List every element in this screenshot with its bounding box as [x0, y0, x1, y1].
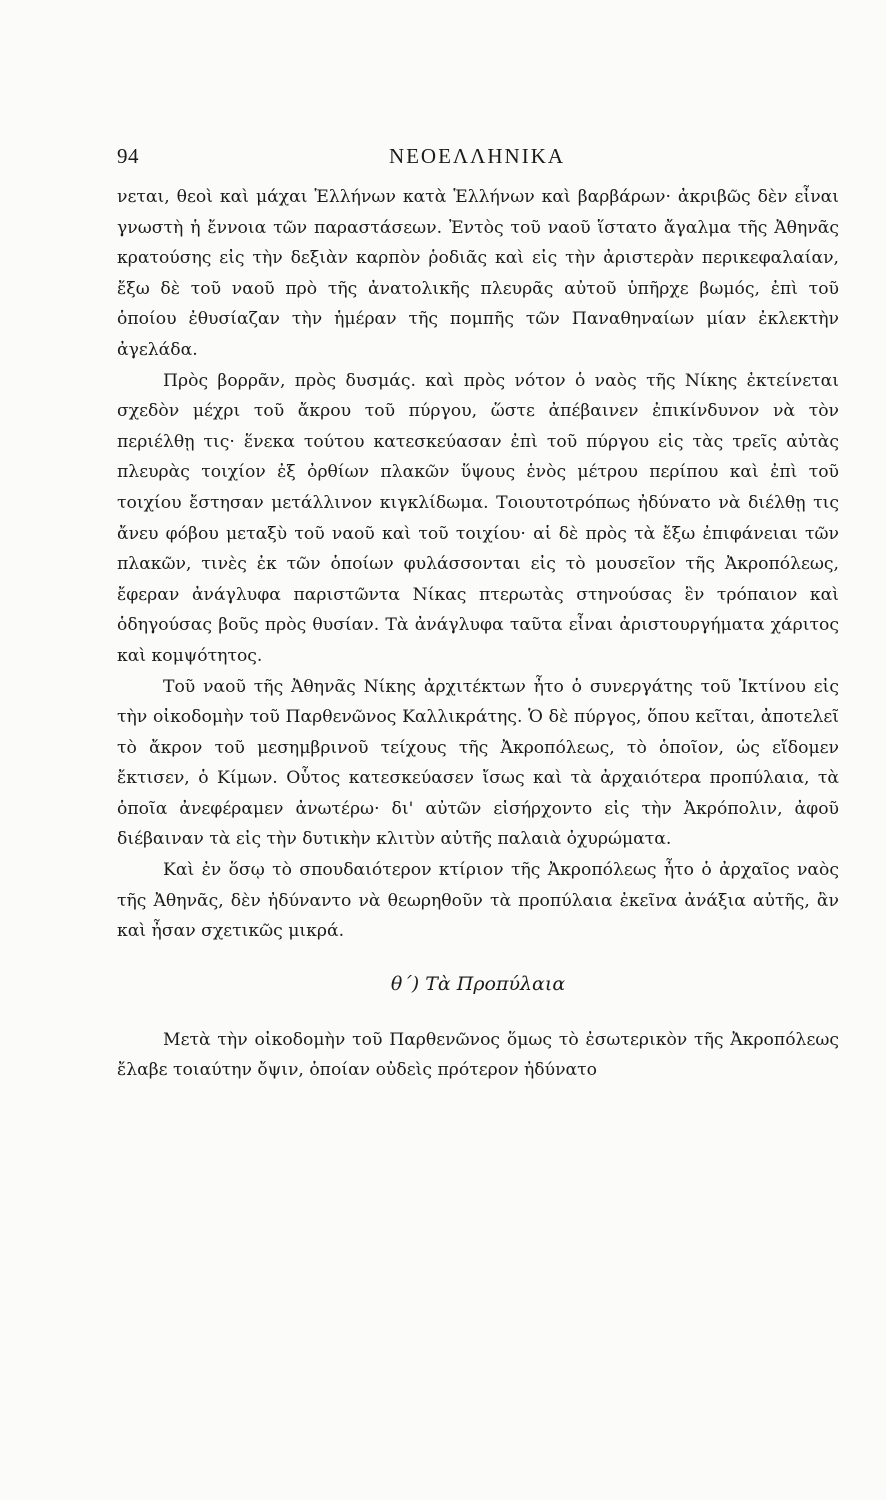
page-header	[117, 144, 837, 174]
paragraph-old-temple: Καὶ ἐν ὅσῳ τὸ σπουδαιότερον κτίριον τῆς Ἀκροπόλεως ἦτο ὁ ἀρχαῖος ναὸς τῆς Ἀθηνᾶς, δὲν ἠδύναντο νὰ θεωρηθοῦν τὰ προπύλαια ἐκεῖνα ἀνάξια αὐτῆς, ἂν καὶ ἦσαν σχετικῶς μικρά.	[117, 860, 839, 942]
paragraph-continuation: νεται, θεοὶ καὶ μάχαι Ἑλλήνων κατὰ Ἑλλήνων καὶ βαρβάρων· ἀκριβῶς δὲν εἶναι γνωστὴ ἡ ἔννοια τῶν παραστάσεων. Ἐντὸς τοῦ ναοῦ ἵστατο ἄγαλμα τῆς Ἀθηνᾶς κρατούσης εἰς τὴν δεξιὰν καρπὸν ῥοδιᾶς καὶ εἰς τὴν ἀριστερὰν περικεφαλαίαν, ἔξω δὲ τοῦ ναοῦ πρὸ τῆς ἀνατολικῆς πλευρᾶς αὐτοῦ ὑπῆρχε βωμός, ἐπὶ τοῦ ὁποίου ἐθυσίαζαν τὴν ἡμέραν τῆς πομπῆς τῶν Παναθηναίων μίαν ἐκλεκτὴν ἀγελάδα.	[117, 187, 839, 360]
body-text	[117, 182, 839, 1086]
paragraph-after-parthenon: Μετὰ τὴν οἰκοδομὴν τοῦ Παρθενῶνος ὅμως τὸ ἐσωτερικὸν τῆς Ἀκροπόλεως ἔλαβε τοιαύτην ὄψιν, ὁποίαν οὐδεὶς πρότερον ἠδύνατο	[117, 1029, 839, 1081]
paragraph-architect: Τοῦ ναοῦ τῆς Ἀθηνᾶς Νίκης ἀρχιτέκτων ἦτο ὁ συνεργάτης τοῦ Ἰκτίνου εἰς τὴν οἰκοδομὴν τοῦ Παρθενῶνος Καλλικράτης. Ὁ δὲ πύργος, ὅπου κεῖται, ἀποτελεῖ τὸ ἄκρον τοῦ μεσημβρινοῦ τείχους τῆς Ἀκροπόλεως, τὸ ὁποῖον, ὡς εἴδομεν ἔκτισεν, ὁ Κίμων. Οὗτος κατεσκεύασεν ἴσως καὶ τὰ ἀρχαιότερα προπύλαια, τὰ ὁποῖα ἀνεφέραμεν ἀνωτέρω· δι' αὐτῶν εἰσήρχοντο εἰς τὴν Ἀκρόπολιν, ἀφοῦ διέβαιναν τὰ εἰς τὴν δυτικὴν κλιτὺν αὐτῆς παλαιὰ ὀχυρώματα.	[117, 676, 839, 850]
running-title: ΝΕΟΕΛΛΗΝΙΚΑ	[388, 144, 566, 168]
section-heading: θ΄) Τὰ Προπύλαια	[390, 972, 566, 995]
page-number: 94	[117, 144, 139, 168]
paragraph-north-west-south: Πρὸς βορρᾶν, πρὸς δυσμάς. καὶ πρὸς νότον ὁ ναὸς τῆς Νίκης ἐκτείνεται σχεδὸν μέχρι τοῦ ἄκρου τοῦ πύργου, ὥστε ἀπέβαινεν ἐπικίνδυνον νὰ τὸν περιέλθῃ τις· ἕνεκα τούτου κατεσκεύασαν ἐπὶ τοῦ πύργου εἰς τὰς τρεῖς αὐτὰς πλευρὰς τοιχίον ἐξ ὀρθίων πλακῶν ὕψους ἑνὸς μέτρου περίπου καὶ ἐπὶ τοῦ τοιχίου ἔστησαν μετάλλινον κιγκλίδωμα. Τοιουτοτρόπως ἠδύνατο νὰ διέλθῃ τις ἄνευ φόβου μεταξὺ τοῦ ναοῦ καὶ τοῦ τοιχίου· αἱ δὲ πρὸς τὰ ἔξω ἐπιφάνειαι τῶν πλακῶν, τινὲς ἐκ τῶν ὁποίων φυλάσσονται εἰς τὸ μουσεῖον τῆς Ἀκροπόλεως, ἔφεραν ἀνάγλυφα παριστῶντα Νίκας πτερωτὰς στηνούσας ἓν τρόπαιον καὶ ὁδηγούσας βοῦς πρὸς θυσίαν. Τὰ ἀνάγλυφα ταῦτα εἶναι ἀριστουργήματα χάριτος καὶ κομψότητος.	[117, 370, 839, 666]
